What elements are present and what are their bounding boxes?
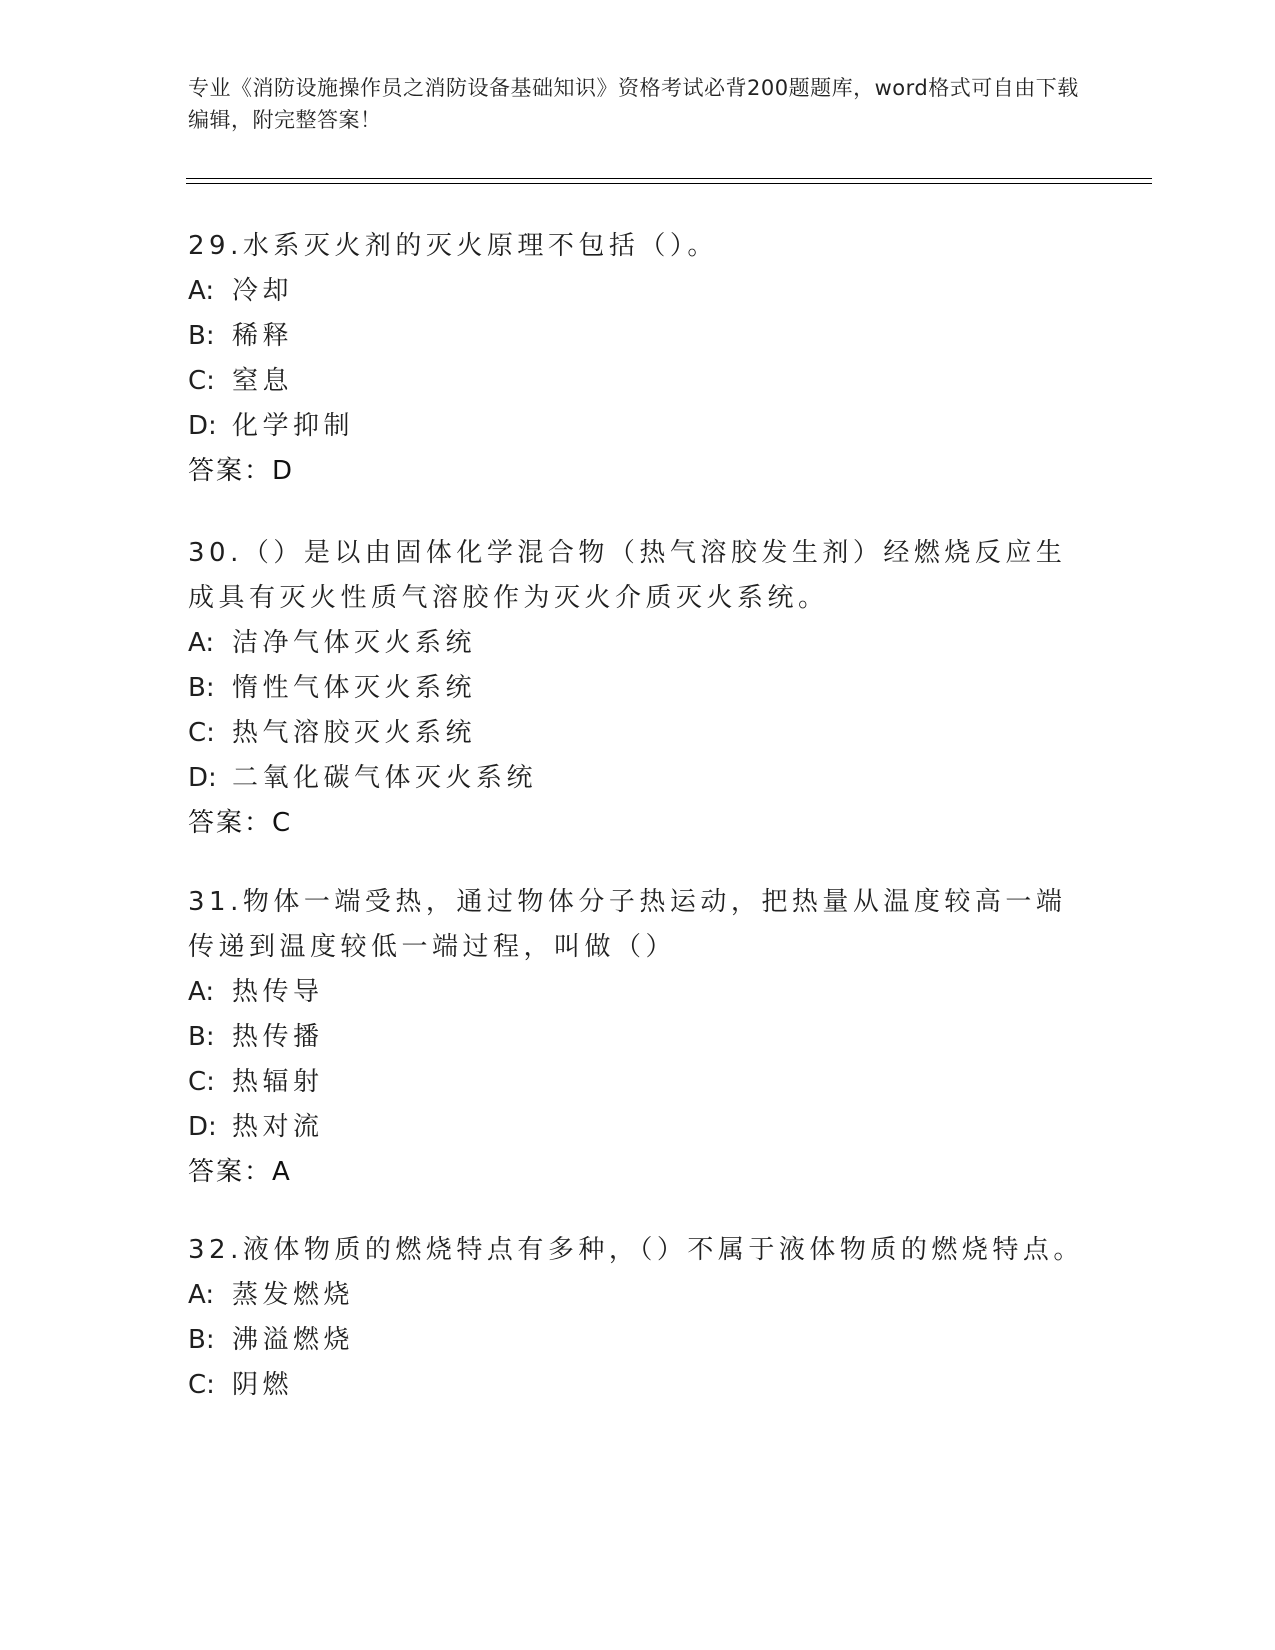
option-a [188, 269, 1088, 314]
option-b [188, 314, 1088, 359]
question-29 [188, 224, 1088, 494]
option-text: 稀释 [232, 321, 294, 351]
option-text: 沸溢燃烧 [232, 1325, 355, 1355]
option-d [188, 1105, 1088, 1150]
option-text: 洁净气体灭火系统 [232, 628, 477, 658]
option-text: 热气溶胶灭火系统 [232, 718, 477, 748]
option-letter: D: [188, 1112, 217, 1142]
answer-label: 答案： [188, 808, 273, 838]
option-b [188, 1015, 1088, 1060]
question-31 [188, 880, 1088, 1195]
option-a [188, 970, 1088, 1015]
option-text: 惰性气体灭火系统 [232, 673, 477, 703]
option-letter: D: [188, 763, 217, 793]
document-header: 专业《消防设施操作员之消防设备基础知识》资格考试必背200题题库，word格式可自由下载编辑，附完整答案！ [188, 76, 1079, 132]
answer-line [188, 1150, 1088, 1195]
answer-value: D [272, 456, 294, 486]
option-text: 热传播 [232, 1022, 324, 1052]
option-d [188, 404, 1088, 449]
option-letter: B: [188, 1325, 215, 1355]
header-double-rule [186, 178, 1152, 184]
option-letter: A: [188, 628, 215, 658]
option-letter: B: [188, 673, 215, 703]
option-b [188, 1318, 1088, 1363]
option-text: 热辐射 [232, 1067, 324, 1097]
option-letter: C: [188, 1067, 215, 1097]
option-d [188, 756, 1088, 801]
option-text: 阴燃 [232, 1370, 294, 1400]
option-letter: A: [188, 1280, 215, 1310]
option-text: 热对流 [232, 1112, 324, 1142]
option-text: 蒸发燃烧 [232, 1280, 355, 1310]
option-c [188, 1363, 1088, 1408]
option-a [188, 1273, 1088, 1318]
option-letter: C: [188, 1370, 215, 1400]
option-letter: A: [188, 977, 215, 1007]
option-b [188, 666, 1088, 711]
option-c [188, 1060, 1088, 1105]
question-30 [188, 531, 1088, 846]
option-c [188, 711, 1088, 756]
option-text: 冷却 [232, 276, 294, 306]
answer-value: A [272, 1157, 291, 1187]
question-32 [188, 1228, 1088, 1408]
question-stem: 31.物体一端受热，通过物体分子热运动，把热量从温度较高一端传递到温度较低一端过程，叫做（） [188, 887, 1067, 962]
option-letter: B: [188, 1022, 215, 1052]
question-stem: 29.水系灭火剂的灭火原理不包括（）。 [188, 231, 718, 261]
option-letter: B: [188, 321, 215, 351]
option-c [188, 359, 1088, 404]
option-text: 二氧化碳气体灭火系统 [232, 763, 538, 793]
answer-label: 答案： [188, 1157, 273, 1187]
answer-line [188, 801, 1088, 846]
option-letter: A: [188, 276, 215, 306]
option-a [188, 621, 1088, 666]
option-letter: D: [188, 411, 217, 441]
option-letter: C: [188, 718, 215, 748]
answer-value: C [272, 808, 292, 838]
answer-line [188, 449, 1088, 494]
option-letter: C: [188, 366, 215, 396]
option-text: 化学抑制 [232, 411, 355, 441]
question-stem: 32.液体物质的燃烧特点有多种，（）不属于液体物质的燃烧特点。 [188, 1235, 1084, 1265]
option-text: 窒息 [232, 366, 294, 396]
answer-label: 答案： [188, 456, 273, 486]
question-stem: 30.（）是以由固体化学混合物（热气溶胶发生剂）经燃烧反应生成具有灭火性质气溶胶作为灭火介质灭火系统。 [188, 538, 1067, 613]
option-text: 热传导 [232, 977, 324, 1007]
